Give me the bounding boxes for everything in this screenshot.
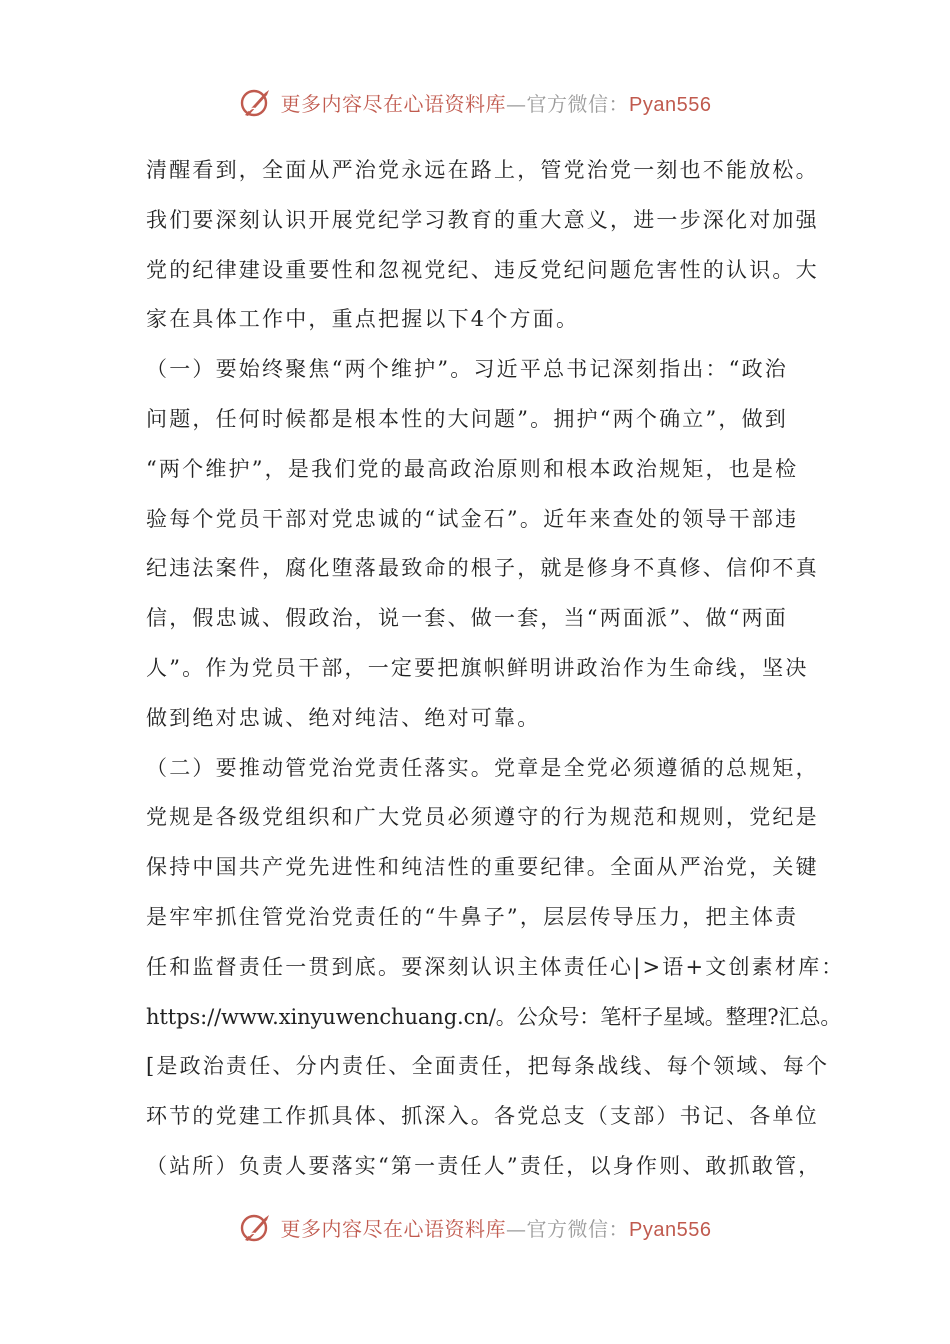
body-line: “两个维护”，是我们党的最高政治原则和根本政治规矩，也是检 — [146, 456, 799, 481]
body-line: （站所）负责人要落实“第一责任人”责任，以身作则、敢抓敢管， — [146, 1153, 822, 1178]
watermark-wechat-id: Pyan556 — [629, 93, 712, 116]
watermark-official-label: 官方微信： — [526, 1216, 630, 1241]
body-line: 党的纪律建设重要性和忽视党纪、违反党纪问题危害性的认识。大 — [146, 257, 819, 282]
body-line-url: https://www.xinyuwenchuang.cn/。公众号：笔杆子星域。整理?汇总。 — [146, 1004, 842, 1029]
pen-circle-icon — [239, 85, 273, 119]
body-line: 环节的党建工作抓具体、抓深入。各党总支（支部）书记、各单位 — [146, 1104, 819, 1129]
document-body — [146, 146, 845, 1192]
body-line: 保持中国共产党先进性和纯洁性的重要纪律。全面从严治党，关键 — [146, 855, 819, 880]
watermark-footer — [0, 1207, 950, 1247]
watermark-brand: 更多内容尽在心语资料库 — [280, 1216, 507, 1241]
body-line: 清醒看到，全面从严治党永远在路上，管党治党一刻也不能放松。 — [146, 158, 819, 182]
watermark-official-label: 官方微信： — [526, 91, 630, 116]
watermark-brand: 更多内容尽在心语资料库 — [280, 91, 507, 116]
watermark-text — [281, 88, 712, 117]
body-line: 纪违法案件，腐化堕落最致命的根子，就是修身不真修、信仰不真 — [146, 556, 819, 581]
body-line: 是牢牢抓住管党治党责任的“牛鼻子”，层层传导压力，把主体责 — [146, 904, 799, 929]
body-line: 问题，任何时候都是根本性的大问题”。拥护“两个确立”，做到 — [146, 406, 789, 431]
body-line: 做到绝对忠诚、绝对纯洁、绝对可靠。 — [146, 705, 541, 730]
body-line: 党规是各级党组织和广大党员必须遵守的行为规范和规则，党纪是 — [146, 805, 819, 830]
body-line: 信，假忠诚、假政治，说一套、做一套，当“两面派”、做“两面 — [146, 606, 789, 631]
watermark-dash: — — [506, 91, 527, 116]
watermark-dash: — — [506, 1216, 527, 1241]
watermark-text — [281, 1213, 712, 1242]
watermark-wechat-id: Pyan556 — [629, 1218, 712, 1241]
body-line: （一）要始终聚焦“两个维护”。习近平总书记深刻指出：“政治 — [146, 357, 789, 382]
body-line: 验每个党员干部对党忠诚的“试金石”。近年来查处的领导干部违 — [146, 506, 799, 531]
body-line: 家在具体工作中，重点把握以下4个方面。 — [146, 307, 580, 332]
pen-circle-icon — [239, 1210, 273, 1244]
body-line: 任和监督责任一贯到底。要深刻认识主体责任心|>语+文创素材库： — [146, 954, 845, 979]
body-line: [是政治责任、分内责任、全面责任，把每条战线、每个领域、每个 — [146, 1054, 830, 1079]
body-line: 人”。作为党员干部，一定要把旗帜鲜明讲政治作为生命线，坚决 — [146, 655, 809, 680]
body-line: （二）要推动管党治党责任落实。党章是全党必须遵循的总规矩， — [146, 755, 819, 780]
watermark-header — [0, 82, 950, 122]
body-line: 我们要深刻认识开展党纪学习教育的重大意义，进一步深化对加强 — [146, 207, 819, 232]
